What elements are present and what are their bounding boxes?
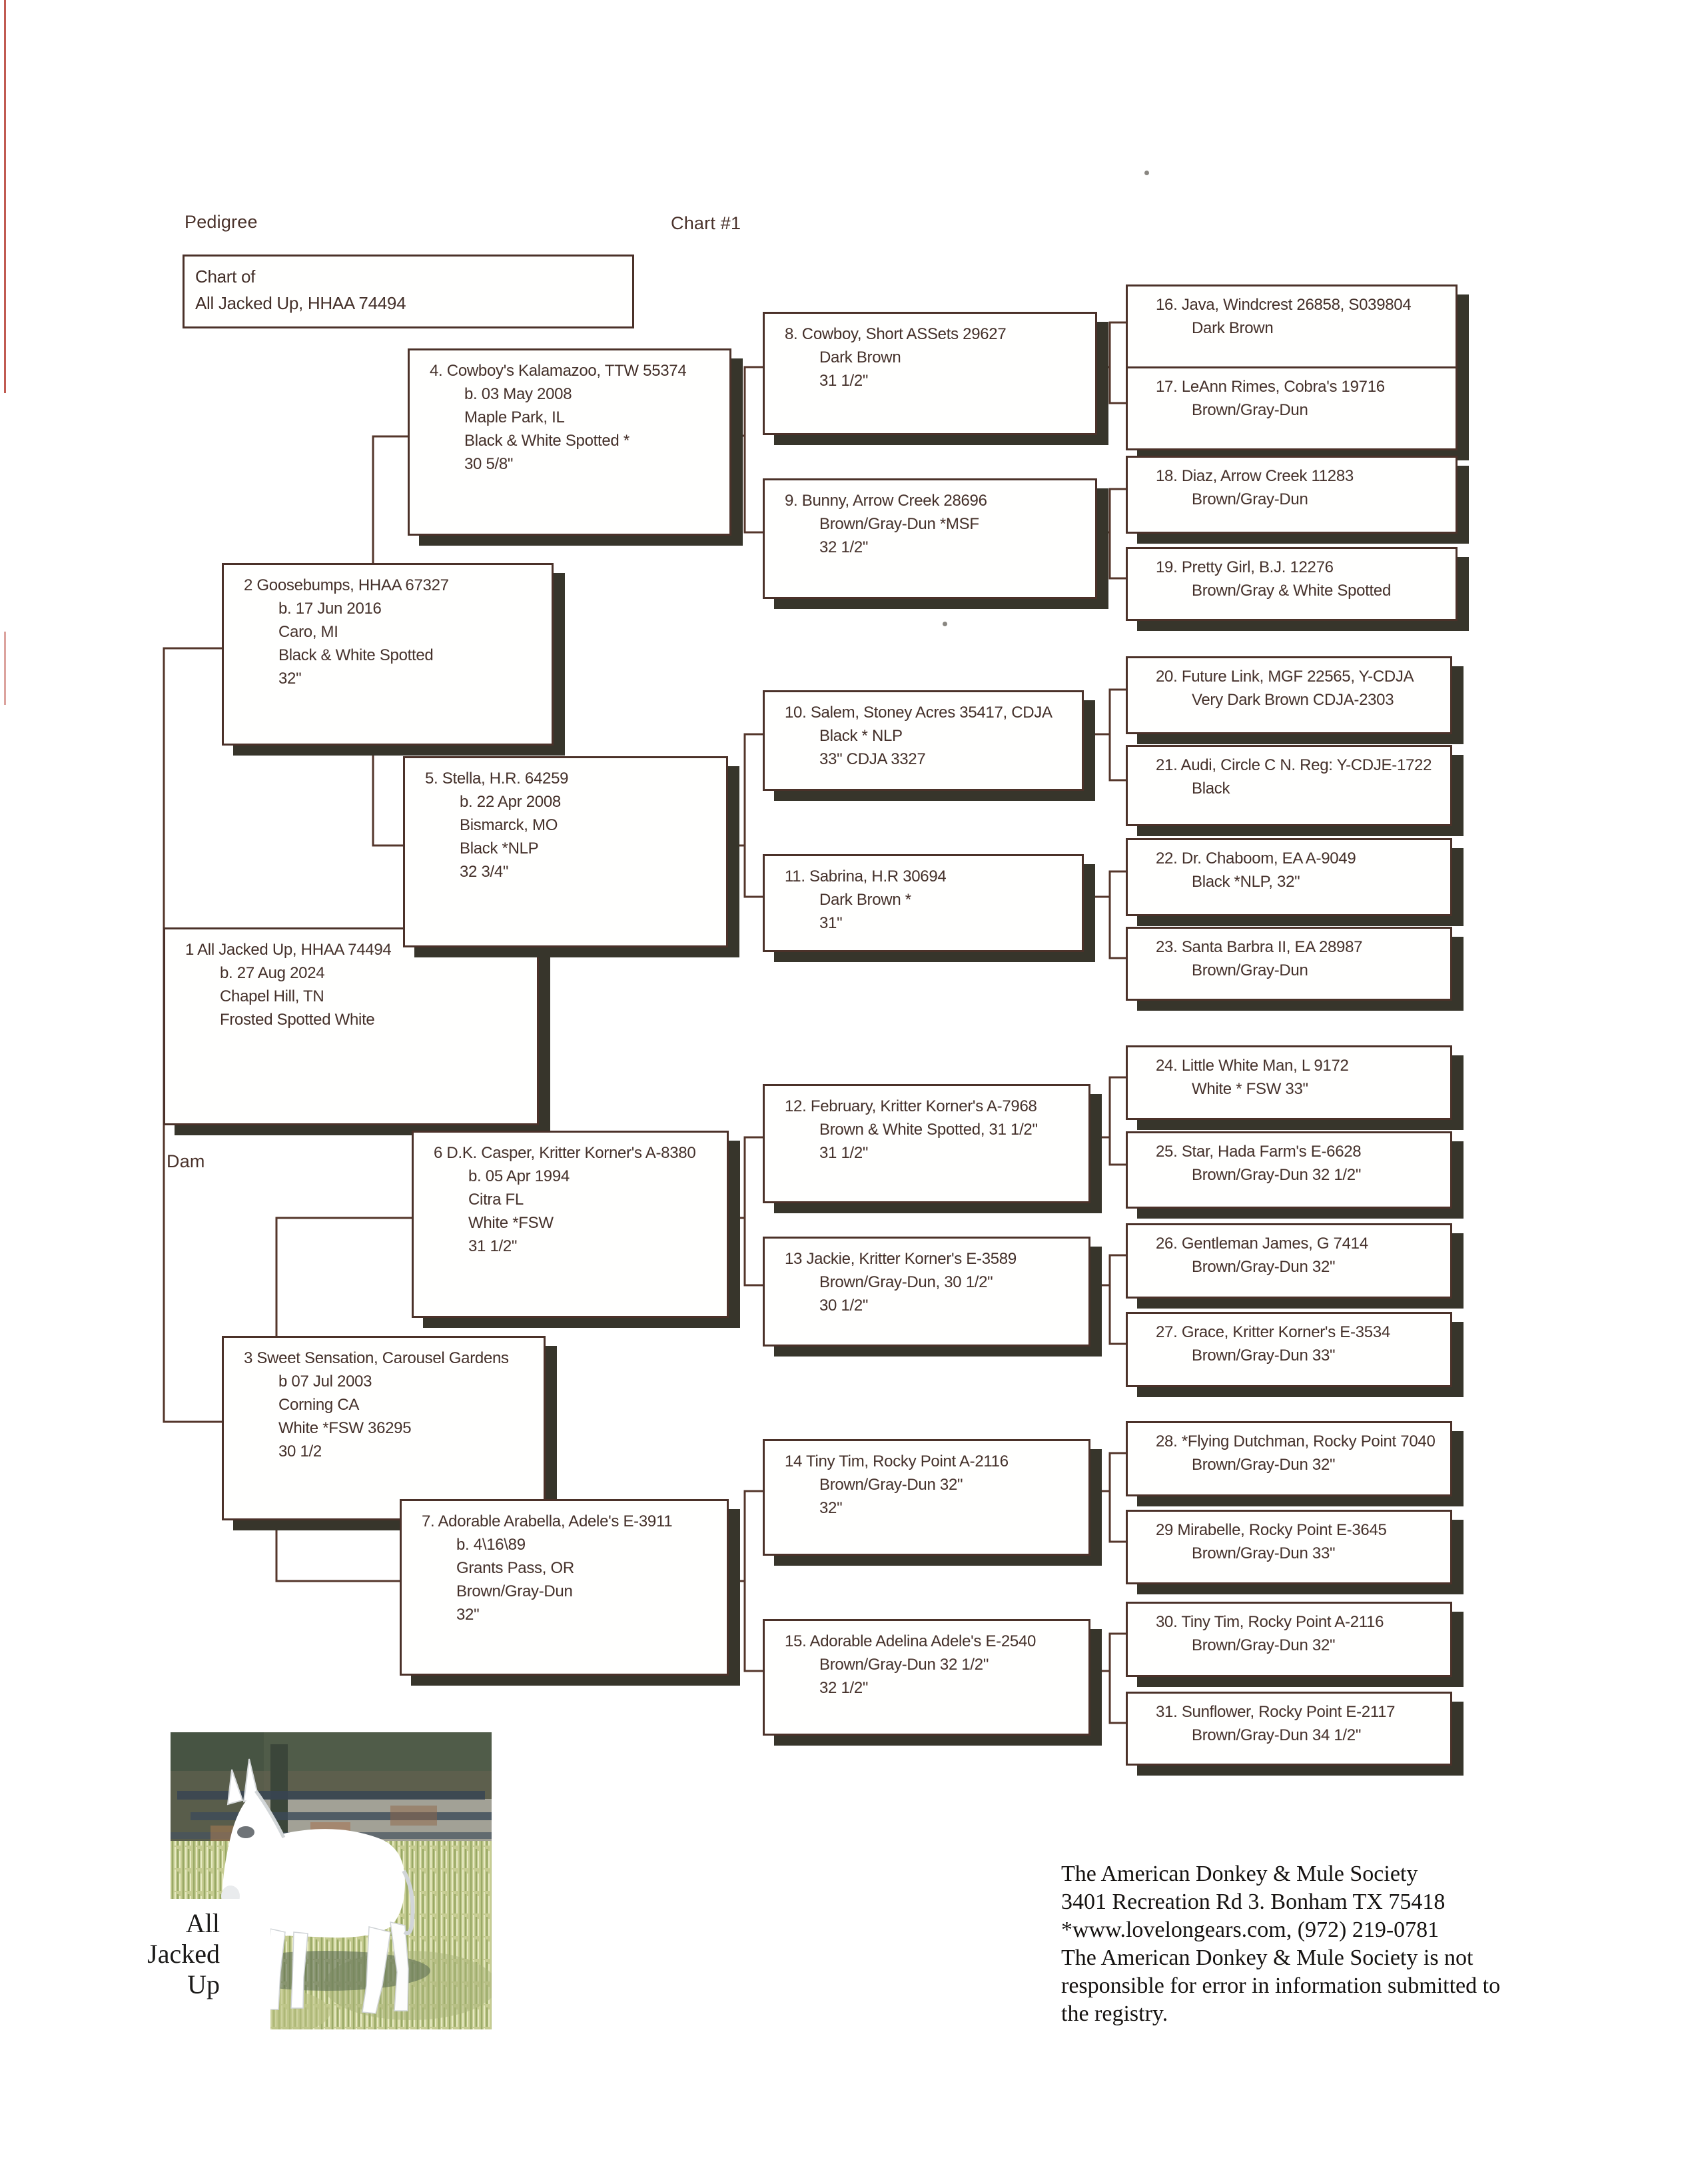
pedigree-box-10 bbox=[763, 690, 1084, 791]
pedigree-line: Black & White Spotted * bbox=[464, 432, 630, 450]
pedigree-line: b. 4\16\89 bbox=[456, 1536, 526, 1554]
pedigree-line: 14 Tiny Tim, Rocky Point A-2116 bbox=[785, 1452, 1009, 1470]
pedigree-line: 31 1/2" bbox=[819, 1144, 869, 1162]
photo-caption-line: Jacked bbox=[147, 1939, 220, 1969]
pedigree-line: 12. February, Kritter Korner's A-7968 bbox=[785, 1097, 1037, 1115]
pedigree-line: b. 17 Jun 2016 bbox=[278, 600, 382, 618]
pedigree-line: Frosted Spotted White bbox=[220, 1011, 375, 1029]
pedigree-line: Dark Brown bbox=[819, 348, 901, 366]
pedigree-box-31 bbox=[1126, 1692, 1452, 1766]
pedigree-line: Black & White Spotted bbox=[278, 646, 434, 664]
pedigree-line: 13 Jackie, Kritter Korner's E-3589 bbox=[785, 1250, 1017, 1268]
pedigree-box-2 bbox=[222, 563, 554, 746]
footer-line: The American Donkey & Mule Society bbox=[1061, 1862, 1418, 1886]
pedigree-line: Brown/Gray-Dun 32" bbox=[819, 1476, 963, 1494]
pedigree-line: Very Dark Brown CDJA-2303 bbox=[1192, 691, 1394, 709]
dam-label: Dam bbox=[167, 1151, 205, 1171]
pedigree-line: 5. Stella, H.R. 64259 bbox=[425, 770, 569, 788]
pedigree-line: Dark Brown * bbox=[819, 891, 911, 909]
footer-line: responsible for error in information submitted to bbox=[1061, 1973, 1501, 1998]
pedigree-box-22 bbox=[1126, 838, 1452, 916]
pedigree-line: 31 1/2" bbox=[819, 372, 869, 390]
chart-of-line: All Jacked Up, HHAA 74494 bbox=[195, 293, 406, 313]
footer-line: The American Donkey & Mule Society is not bbox=[1061, 1945, 1474, 1970]
pedigree-line: Black bbox=[1192, 780, 1230, 798]
pedigree-line: Brown/Gray-Dun 32 1/2" bbox=[1192, 1166, 1362, 1184]
pedigree-line: Dark Brown bbox=[1192, 319, 1274, 337]
pedigree-line: 18. Diaz, Arrow Creek 11283 bbox=[1156, 467, 1354, 485]
footer-line: 3401 Recreation Rd 3. Bonham TX 75418 bbox=[1061, 1890, 1446, 1914]
pedigree-line: b 07 Jul 2003 bbox=[278, 1372, 372, 1390]
pedigree-line: Brown/Gray-Dun 33" bbox=[1192, 1544, 1336, 1562]
pedigree-line: 3 Sweet Sensation, Carousel Gardens bbox=[244, 1349, 509, 1367]
pedigree-line: 1 All Jacked Up, HHAA 74494 bbox=[185, 941, 392, 959]
pedigree-line: Maple Park, IL bbox=[464, 408, 565, 426]
pedigree-line: 32" bbox=[278, 670, 302, 688]
pedigree-line: 32" bbox=[456, 1606, 480, 1624]
pedigree-line: 25. Star, Hada Farm's E-6628 bbox=[1156, 1143, 1362, 1161]
pedigree-box-23 bbox=[1126, 927, 1452, 1001]
pedigree-box-12 bbox=[763, 1084, 1090, 1203]
pedigree-box-17 bbox=[1126, 366, 1458, 450]
pedigree-line: 31. Sunflower, Rocky Point E-2117 bbox=[1156, 1703, 1396, 1721]
pedigree-line: Brown/Gray-Dun *MSF bbox=[819, 515, 979, 533]
pedigree-line: Brown & White Spotted, 31 1/2" bbox=[819, 1121, 1038, 1139]
pedigree-box-27 bbox=[1126, 1312, 1452, 1387]
pedigree-line: White * FSW 33" bbox=[1192, 1080, 1308, 1098]
pedigree-line: b. 05 Apr 1994 bbox=[468, 1167, 570, 1185]
pedigree-box-24 bbox=[1126, 1045, 1452, 1120]
pedigree-line: 24. Little White Man, L 9172 bbox=[1156, 1057, 1349, 1075]
pedigree-line: 2 Goosebumps, HHAA 67327 bbox=[244, 576, 449, 594]
pedigree-box-3 bbox=[222, 1336, 546, 1520]
pedigree-line: Grants Pass, OR bbox=[456, 1559, 574, 1577]
pedigree-line: Brown/Gray-Dun 34 1/2" bbox=[1192, 1726, 1362, 1744]
photo-caption-line: Up bbox=[187, 1969, 220, 1999]
pedigree-line: 32 3/4" bbox=[460, 863, 509, 881]
pedigree-line: Brown/Gray-Dun 32" bbox=[1192, 1258, 1336, 1276]
pedigree-box-19 bbox=[1126, 547, 1458, 621]
pedigree-line: 29 Mirabelle, Rocky Point E-3645 bbox=[1156, 1521, 1387, 1539]
pedigree-line: 32" bbox=[819, 1499, 843, 1517]
pedigree-box-25 bbox=[1126, 1131, 1452, 1209]
pedigree-box-7 bbox=[400, 1499, 729, 1676]
pedigree-line: 15. Adorable Adelina Adele's E-2540 bbox=[785, 1632, 1037, 1650]
pedigree-box-4 bbox=[408, 348, 731, 536]
pedigree-line: 16. Java, Windcrest 26858, S039804 bbox=[1156, 296, 1412, 314]
pedigree-box-1 bbox=[163, 927, 539, 1125]
pedigree-line: 10. Salem, Stoney Acres 35417, CDJA bbox=[785, 704, 1052, 722]
pedigree-line: Brown/Gray-Dun bbox=[1192, 961, 1308, 979]
footer-line: *www.lovelongears.com, (972) 219-0781 bbox=[1061, 1917, 1440, 1942]
pedigree-line: White *FSW 36295 bbox=[278, 1419, 412, 1437]
registry-footer bbox=[1061, 1860, 1661, 2028]
pedigree-line: Brown/Gray-Dun bbox=[1192, 490, 1308, 508]
pedigree-line: Brown/Gray-Dun 32" bbox=[1192, 1636, 1336, 1654]
pedigree-line: 33" CDJA 3327 bbox=[819, 750, 926, 768]
pedigree-line: 6 D.K. Casper, Kritter Korner's A-8380 bbox=[434, 1144, 696, 1162]
pedigree-line: b. 03 May 2008 bbox=[464, 385, 572, 403]
pedigree-line: 21. Audi, Circle C N. Reg: Y-CDJE-1722 bbox=[1156, 756, 1432, 774]
pedigree-box-29 bbox=[1126, 1510, 1452, 1584]
pedigree-box-8 bbox=[763, 312, 1097, 435]
pedigree-line: 11. Sabrina, H.R 30694 bbox=[785, 867, 947, 885]
page-title: Pedigree bbox=[185, 212, 258, 232]
pedigree-box-9 bbox=[763, 478, 1097, 599]
pedigree-line: 30. Tiny Tim, Rocky Point A-2116 bbox=[1156, 1613, 1384, 1631]
pedigree-box-14 bbox=[763, 1439, 1090, 1556]
pedigree-line: Brown/Gray-Dun bbox=[1192, 401, 1308, 419]
pedigree-line: 17. LeAnn Rimes, Cobra's 19716 bbox=[1156, 378, 1385, 396]
pedigree-box-6 bbox=[412, 1131, 729, 1318]
pedigree-box-5 bbox=[403, 756, 728, 947]
pedigree-box-26 bbox=[1126, 1223, 1452, 1299]
pedigree-line: 32 1/2" bbox=[819, 1679, 869, 1697]
pedigree-line: Bismarck, MO bbox=[460, 816, 558, 834]
pedigree-line: Caro, MI bbox=[278, 623, 338, 641]
pedigree-line: Black *NLP bbox=[460, 839, 539, 857]
pedigree-line: 20. Future Link, MGF 22565, Y-CDJA bbox=[1156, 668, 1414, 686]
pedigree-line: 22. Dr. Chaboom, EA A-9049 bbox=[1156, 849, 1356, 867]
photo-caption-line: All bbox=[185, 1908, 220, 1938]
pedigree-line: Black * NLP bbox=[819, 727, 903, 745]
pedigree-line: 19. Pretty Girl, B.J. 12276 bbox=[1156, 558, 1334, 576]
pedigree-line: b. 22 Apr 2008 bbox=[460, 793, 561, 811]
pedigree-box-28 bbox=[1126, 1421, 1452, 1496]
chart-number-label: Chart #1 bbox=[671, 213, 741, 233]
pedigree-line: 28. *Flying Dutchman, Rocky Point 7040 bbox=[1156, 1432, 1436, 1450]
pedigree-line: 23. Santa Barbra II, EA 28987 bbox=[1156, 938, 1363, 956]
pedigree-line: Brown/Gray-Dun 32 1/2" bbox=[819, 1656, 989, 1674]
pedigree-line: 31" bbox=[819, 914, 843, 932]
pedigree-line: 32 1/2" bbox=[819, 538, 869, 556]
pedigree-line: 31 1/2" bbox=[468, 1237, 518, 1255]
pedigree-line: 30 5/8" bbox=[464, 455, 514, 473]
pedigree-line: Corning CA bbox=[278, 1396, 360, 1414]
pedigree-box-15 bbox=[763, 1619, 1090, 1736]
pedigree-box-13 bbox=[763, 1237, 1090, 1347]
pedigree-line: 8. Cowboy, Short ASSets 29627 bbox=[785, 325, 1007, 343]
pedigree-line: Black *NLP, 32" bbox=[1192, 873, 1300, 891]
photo-caption bbox=[100, 1908, 220, 2000]
pedigree-box-20 bbox=[1126, 656, 1452, 734]
pedigree-line: 9. Bunny, Arrow Creek 28696 bbox=[785, 492, 987, 510]
pedigree-line: 4. Cowboy's Kalamazoo, TTW 55374 bbox=[430, 362, 687, 380]
pedigree-line: 30 1/2" bbox=[819, 1297, 869, 1315]
pedigree-line: Chapel Hill, TN bbox=[220, 987, 324, 1005]
pedigree-line: 27. Grace, Kritter Korner's E-3534 bbox=[1156, 1323, 1390, 1341]
pedigree-line: Citra FL bbox=[468, 1191, 524, 1209]
pedigree-line: Brown/Gray & White Spotted bbox=[1192, 582, 1391, 600]
chart-of-box bbox=[183, 255, 634, 328]
pedigree-line: Brown/Gray-Dun 33" bbox=[1192, 1347, 1336, 1365]
pedigree-line: 7. Adorable Arabella, Adele's E-3911 bbox=[422, 1512, 673, 1530]
pedigree-box-30 bbox=[1126, 1602, 1452, 1677]
pedigree-box-16 bbox=[1126, 284, 1458, 372]
pedigree-box-18 bbox=[1126, 456, 1458, 534]
pedigree-box-21 bbox=[1126, 745, 1452, 826]
pedigree-box-11 bbox=[763, 854, 1084, 952]
pedigree-line: Brown/Gray-Dun bbox=[456, 1582, 573, 1600]
pedigree-line: Brown/Gray-Dun 32" bbox=[1192, 1456, 1336, 1474]
pedigree-line: 30 1/2 bbox=[278, 1442, 322, 1460]
pedigree-line: White *FSW bbox=[468, 1214, 554, 1232]
chart-of-line: Chart of bbox=[195, 267, 256, 286]
pedigree-line: b. 27 Aug 2024 bbox=[220, 964, 325, 982]
footer-line: the registry. bbox=[1061, 2001, 1168, 2026]
pedigree-line: Brown/Gray-Dun, 30 1/2" bbox=[819, 1273, 993, 1291]
pedigree-line: 26. Gentleman James, G 7414 bbox=[1156, 1235, 1368, 1253]
